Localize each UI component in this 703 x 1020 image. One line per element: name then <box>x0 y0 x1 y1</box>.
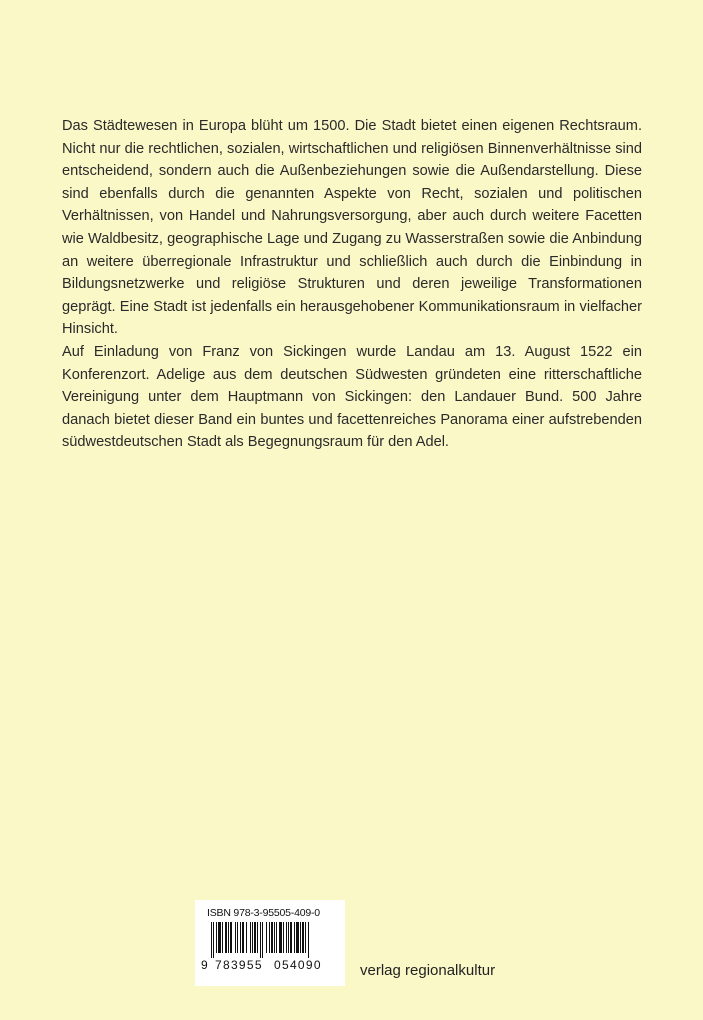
barcode-bar <box>237 922 238 953</box>
barcode-bar <box>308 922 309 958</box>
barcode-bar <box>250 922 251 953</box>
barcode-bar <box>266 922 267 953</box>
barcode-bar <box>290 922 292 953</box>
barcode-bar <box>213 922 214 958</box>
barcode-bar <box>225 922 227 953</box>
barcode-bar <box>235 922 236 953</box>
barcode-bar <box>254 922 256 953</box>
barcode-bar <box>230 922 232 953</box>
barcode-bar <box>242 922 244 953</box>
barcode-digit-first: 9 <box>201 958 208 972</box>
barcode-bar <box>252 922 253 953</box>
barcode-bar <box>283 922 284 953</box>
barcode-bar <box>288 922 289 953</box>
publisher-name: verlag regionalkultur <box>360 962 496 979</box>
barcode-bar <box>296 922 299 953</box>
barcode-digits-right: 054090 <box>274 958 322 972</box>
barcode-bar <box>269 922 270 953</box>
barcode-bar <box>262 922 263 958</box>
barcode-bar <box>286 922 287 953</box>
barcode-bar <box>260 922 261 958</box>
barcode-bar <box>222 922 223 953</box>
barcode-bars <box>201 922 339 958</box>
barcode-bar <box>211 922 212 958</box>
barcode-bar <box>274 922 275 953</box>
barcode-bar <box>305 922 306 953</box>
barcode-bar <box>257 922 258 953</box>
barcode-bar <box>216 922 217 953</box>
barcode-bar <box>279 922 282 953</box>
blurb-paragraph-2: Auf Einladung von Franz von Sickingen wurde Landau am 13. August 1522 ein Konferenzort. Adelige aus dem deutschen Südwesten gründeten eine ritterschaftliche Vereinigung unter dem Hauptmann von Sickingen: den Landauer Bund. 500 Jahre danach bietet dieser Band ein buntes und facettenreiches Panorama einer aufstrebenden südwestdeutschen Stadt als Begegnungsraum für den Adel. <box>62 343 642 451</box>
back-cover-blurb <box>62 115 642 454</box>
barcode-bar <box>276 922 277 953</box>
barcode-digits-left: 783955 <box>215 958 263 972</box>
barcode-bar <box>302 922 304 953</box>
barcode-bar <box>228 922 229 953</box>
barcode-bar <box>271 922 273 953</box>
barcode-bar <box>300 922 301 953</box>
blurb-paragraph-1: Das Städtewesen in Europa blüht um 1500. Die Stadt bietet einen eigenen Rechtsraum. Nicht nur die rechtlichen, sozialen, wirtschaftlichen und religiösen Binnenverhältnisse sind entscheidend, sondern auch die Außenbeziehungen sowie die Außendarstellung. Diese sind ebenfalls durch die genannten Aspekte von Recht, sozialen und politischen Verhältnissen, von Handel und Nahrungsversorgung, aber auch durch weitere Facetten wie Waldbesitz, geographische Lage und Zugang zu Wasserstraßen sowie die Anbindung an weitere überregionale Infrastruktur und schließlich auch durch die Einbindung in Bildungsnetzwerke und religiöse Strukturen und deren jeweilige Transformationen geprägt. Eine Stadt ist jedenfalls ein herausgehobener Kommunikationsraum in vielfacher Hinsicht. <box>62 118 642 338</box>
isbn-label: ISBN 978-3-95505-409-0 <box>207 907 320 919</box>
barcode-bar <box>240 922 241 953</box>
barcode-bar <box>246 922 247 953</box>
isbn-barcode <box>195 900 345 986</box>
barcode-bar <box>294 922 295 953</box>
barcode-bar <box>218 922 221 953</box>
